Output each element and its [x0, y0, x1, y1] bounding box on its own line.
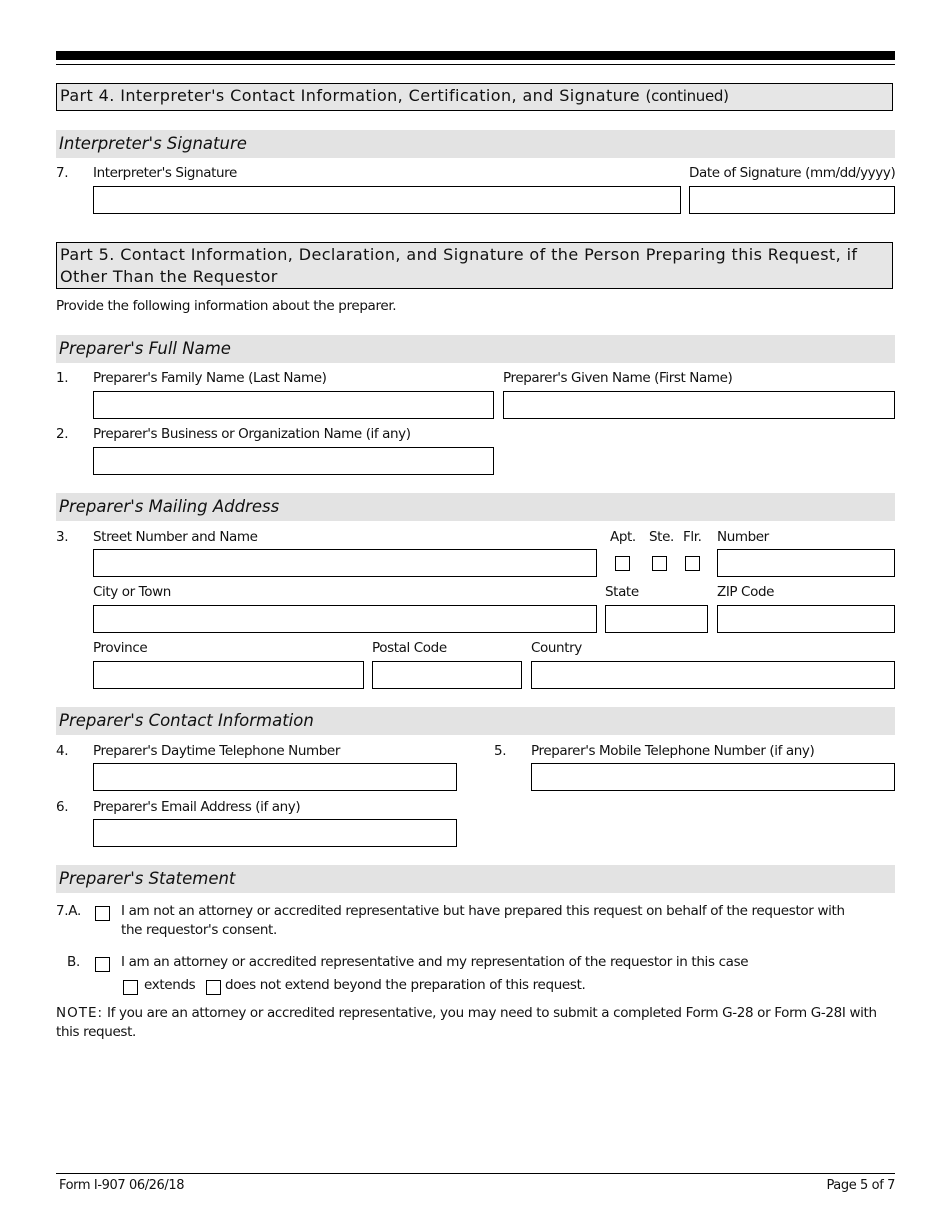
not-attorney-text: I am not an attorney or accredited representative but have prepared this request on behalf of the requestor with the requestor's consent.: [121, 903, 845, 938]
mobile-phone-label: Preparer's Mobile Telephone Number (if any): [531, 743, 815, 759]
interpreter-signature-date-field[interactable]: [689, 186, 895, 214]
footer-rule: [56, 1173, 895, 1174]
item-2-number: 2.: [56, 426, 69, 442]
section-preparer-mailing-address: Preparer's Mailing Address: [56, 493, 895, 521]
item-5-number: 5.: [494, 743, 507, 759]
mobile-phone-field[interactable]: [531, 763, 895, 791]
flr-checkbox[interactable]: [685, 556, 700, 571]
item-7a-number: 7.A.: [56, 903, 81, 919]
daytime-phone-label: Preparer's Daytime Telephone Number: [93, 743, 340, 759]
section-interpreter-signature: Interpreter's Signature: [56, 130, 895, 158]
part4-title: Part 4. Interpreter's Contact Information, Certification, and Signature: [60, 86, 641, 105]
extends-label: extends: [144, 977, 196, 993]
attorney-checkbox[interactable]: [95, 957, 110, 972]
family-name-field[interactable]: [93, 391, 494, 419]
interpreter-date-label: Date of Signature (mm/dd/yyyy): [689, 165, 896, 181]
ste-checkbox[interactable]: [652, 556, 667, 571]
footer-page-number: Page 5 of 7: [826, 1178, 895, 1193]
country-field[interactable]: [531, 661, 895, 689]
attorney-text: I am an attorney or accredited representative and my representation of the requestor in this case: [121, 954, 749, 970]
flr-label: Flr.: [683, 529, 702, 545]
does-not-extend-label: does not extend beyond the preparation of this request.: [225, 977, 586, 993]
state-label: State: [605, 584, 639, 600]
header-thin-rule: [56, 64, 895, 65]
zip-label: ZIP Code: [717, 584, 775, 600]
item-7b-number: B.: [67, 954, 80, 970]
not-attorney-checkbox[interactable]: [95, 906, 110, 921]
postal-code-field[interactable]: [372, 661, 522, 689]
section-preparer-contact: Preparer's Contact Information: [56, 707, 895, 735]
apt-label: Apt.: [610, 529, 636, 545]
business-name-label: Preparer's Business or Organization Name (if any): [93, 426, 411, 442]
section-preparer-statement: Preparer's Statement: [56, 865, 895, 893]
extends-checkbox[interactable]: [123, 980, 138, 995]
part5-header: Part 5. Contact Information, Declaration, and Signature of the Person Preparing this Request, if Other Than the Requestor: [56, 242, 893, 289]
given-name-label: Preparer's Given Name (First Name): [503, 370, 733, 386]
interpreter-signature-field[interactable]: [93, 186, 681, 214]
province-field[interactable]: [93, 661, 364, 689]
item-6-number: 6.: [56, 799, 69, 815]
note-text: If you are an attorney or accredited representative, you may need to submit a completed Form G-28 or Form G-28I with this request.: [56, 1005, 877, 1040]
street-field[interactable]: [93, 549, 597, 577]
zip-field[interactable]: [717, 605, 895, 633]
daytime-phone-field[interactable]: [93, 763, 457, 791]
section-preparer-full-name: Preparer's Full Name: [56, 335, 895, 363]
email-label: Preparer's Email Address (if any): [93, 799, 301, 815]
does-not-extend-checkbox[interactable]: [206, 980, 221, 995]
family-name-label: Preparer's Family Name (Last Name): [93, 370, 327, 386]
country-label: Country: [531, 640, 582, 656]
state-field[interactable]: [605, 605, 708, 633]
city-label: City or Town: [93, 584, 171, 600]
business-name-field[interactable]: [93, 447, 494, 475]
header-thick-rule: [56, 51, 895, 60]
item-3-number: 3.: [56, 529, 69, 545]
email-field[interactable]: [93, 819, 457, 847]
interpreter-signature-label: Interpreter's Signature: [93, 165, 237, 181]
footer-form-id: Form I-907 06/26/18: [59, 1178, 185, 1193]
apt-checkbox[interactable]: [615, 556, 630, 571]
item-4-number: 4.: [56, 743, 69, 759]
number-label: Number: [717, 529, 769, 545]
note-paragraph: [56, 1004, 896, 1042]
street-label: Street Number and Name: [93, 529, 258, 545]
part4-header: [56, 83, 893, 111]
note-label: NOTE:: [56, 1005, 104, 1021]
ste-label: Ste.: [649, 529, 674, 545]
item-1-number: 1.: [56, 370, 69, 386]
part5-intro: Provide the following information about the preparer.: [56, 298, 397, 314]
postal-code-label: Postal Code: [372, 640, 447, 656]
province-label: Province: [93, 640, 148, 656]
unit-number-field[interactable]: [717, 549, 895, 577]
part4-continued: (continued): [645, 87, 729, 105]
city-field[interactable]: [93, 605, 597, 633]
given-name-field[interactable]: [503, 391, 895, 419]
item-7-number: 7.: [56, 165, 69, 181]
